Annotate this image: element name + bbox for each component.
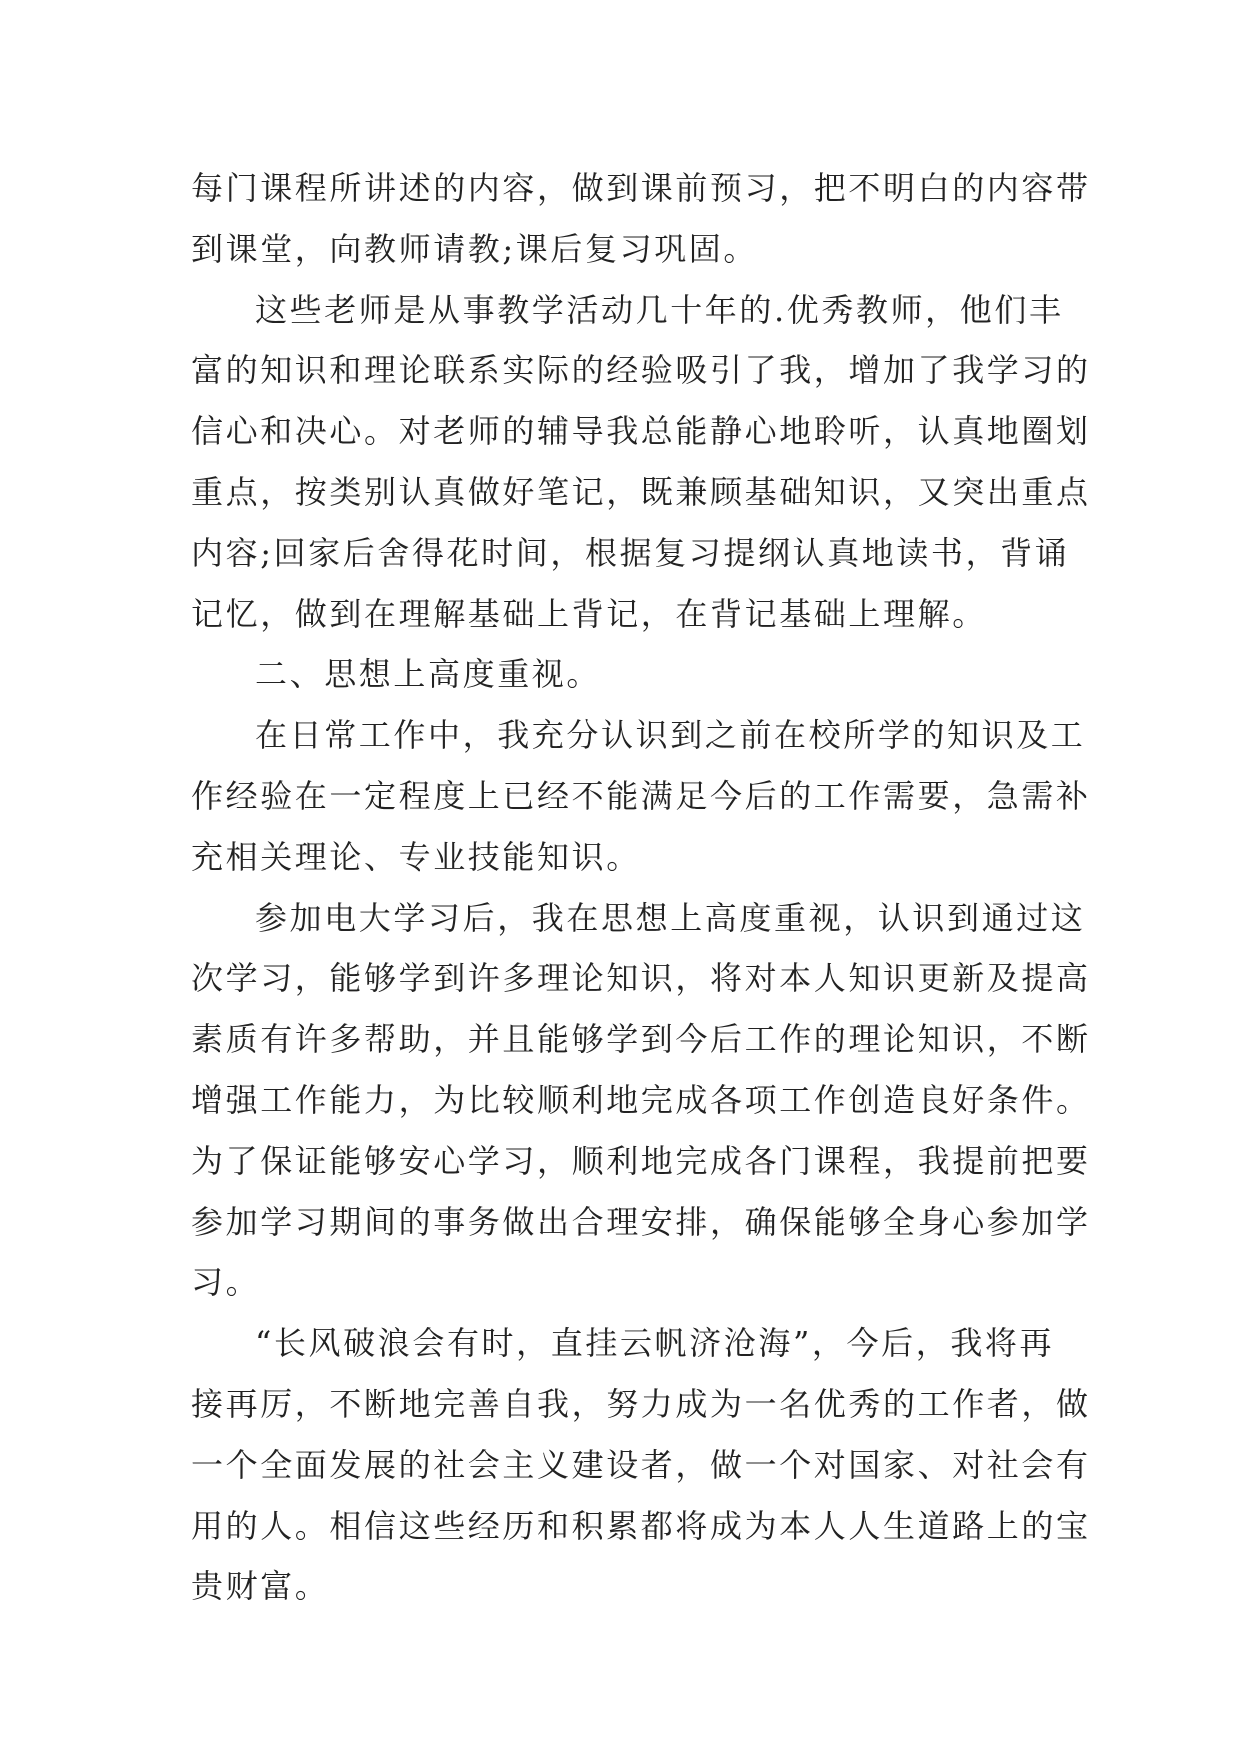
text-line: 增强工作能力，为比较顺利地完成各项工作创造良好条件。	[191, 1080, 1091, 1119]
text-line: “长风破浪会有时，直挂云帆济沧海”，今后，我将再	[255, 1324, 1055, 1363]
text-line: 一个全面发展的社会主义建设者，做一个对国家、对社会有	[191, 1445, 1091, 1484]
text-line: 参加电大学习后，我在思想上高度重视，认识到通过这	[255, 898, 1086, 937]
text-line: 到课堂，向教师请教;课后复习巩固。	[191, 229, 758, 268]
text-line: 这些老师是从事教学活动几十年的.优秀教师，他们丰	[255, 290, 1064, 329]
text-line: 参加学习期间的事务做出合理安排，确保能够全身心参加学	[191, 1202, 1091, 1241]
text-line: 作经验在一定程度上已经不能满足今后的工作需要，急需补	[191, 776, 1091, 815]
text-line: 素质有许多帮助，并且能够学到今后工作的理论知识，不断	[191, 1020, 1091, 1059]
text-line: 在日常工作中，我充分认识到之前在校所学的知识及工	[255, 716, 1086, 755]
text-line: 次学习，能够学到许多理论知识，将对本人知识更新及提高	[191, 959, 1091, 998]
text-line: 富的知识和理论联系实际的经验吸引了我，增加了我学习的	[191, 351, 1091, 390]
text-line: 习。	[191, 1263, 261, 1302]
text-line: 为了保证能够安心学习，顺利地完成各门课程，我提前把要	[191, 1141, 1091, 1180]
text-line: 每门课程所讲述的内容，做到课前预习，把不明白的内容带	[191, 169, 1091, 207]
text-line: 信心和决心。对老师的辅导我总能静心地聆听，认真地圈划	[191, 412, 1091, 451]
text-line: 贵财富。	[191, 1567, 330, 1606]
text-line: 用的人。相信这些经历和积累都将成为本人人生道路上的宝	[191, 1506, 1091, 1545]
body-text	[191, 158, 1091, 1617]
text-line: 接再厉，不断地完善自我，努力成为一名优秀的工作者，做	[191, 1384, 1091, 1423]
text-line: 重点，按类别认真做好笔记，既兼顾基础知识，又突出重点	[191, 472, 1091, 511]
section-heading: 二、思想上高度重视。	[255, 655, 602, 694]
text-line: 充相关理论、专业技能知识。	[191, 837, 641, 876]
text-line: 内容;回家后舍得花时间，根据复习提纲认真地读书，背诵	[191, 533, 1070, 572]
text-line: 记忆，做到在理解基础上背记，在背记基础上理解。	[191, 594, 987, 633]
